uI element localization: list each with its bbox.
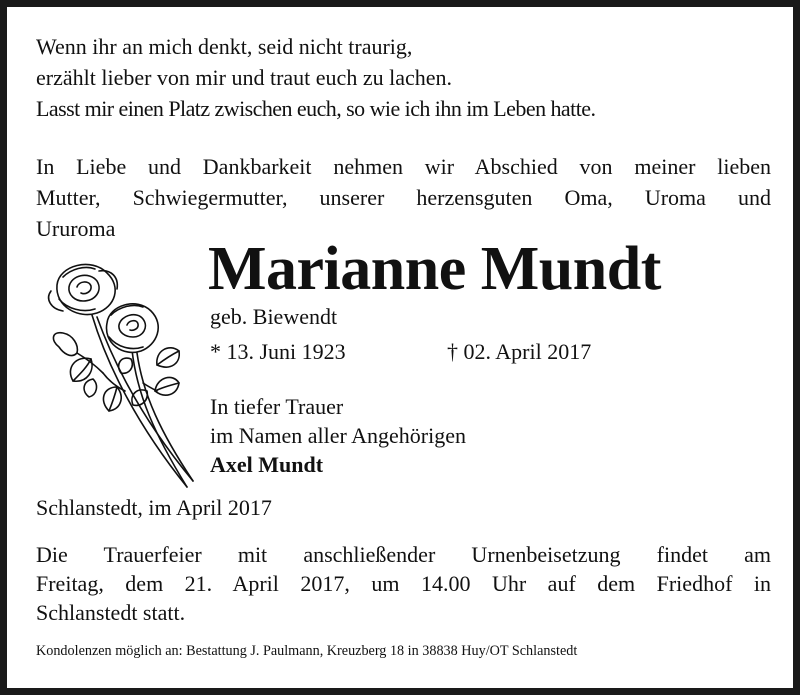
poem-line: Lasst mir einen Platz zwischen euch, so wie ich ihn im Leben hatte. [36, 96, 596, 121]
mourners-line: In tiefer Trauer [210, 394, 344, 419]
mourners-line: im Namen aller Angehörigen [210, 423, 466, 448]
birth-name: geb. Biewendt [210, 304, 338, 329]
farewell-intro [36, 151, 771, 244]
place-and-date: Schlanstedt, im April 2017 [36, 495, 272, 520]
memorial-poem [36, 31, 595, 124]
roses-illustration-icon [37, 255, 207, 495]
intro-line: Mutter, Schwiegermutter, unserer herzensguten Oma, Uroma und [36, 185, 771, 210]
birth-date: * 13. Juni 1923 [210, 339, 346, 364]
mourners-block [210, 392, 466, 479]
poem-line: erzählt lieber von mir und traut euch zu lachen. [36, 65, 452, 90]
intro-line: Ururoma [36, 216, 116, 241]
intro-line: In Liebe und Dankbarkeit nehmen wir Abschied von meiner lieben [36, 154, 771, 179]
death-date: † 02. April 2017 [447, 339, 592, 364]
mourner-signature: Axel Mundt [210, 452, 324, 477]
ceremony-line: Die Trauerfeier mit anschließender Urnenbeisetzung findet am [36, 542, 771, 567]
ceremony-line: Schlanstedt statt. [36, 600, 186, 625]
poem-line: Wenn ihr an mich denkt, seid nicht traurig, [36, 34, 413, 59]
deceased-name: Marianne Mundt [208, 235, 661, 303]
condolence-note: Kondolenzen möglich an: Bestattung J. Paulmann, Kreuzberg 18 in 38838 Huy/OT Schlanstedt [36, 643, 578, 659]
ceremony-line: Freitag, dem 21. April 2017, um 14.00 Uhr auf dem Friedhof in [36, 571, 771, 596]
funeral-ceremony-info [36, 540, 771, 627]
